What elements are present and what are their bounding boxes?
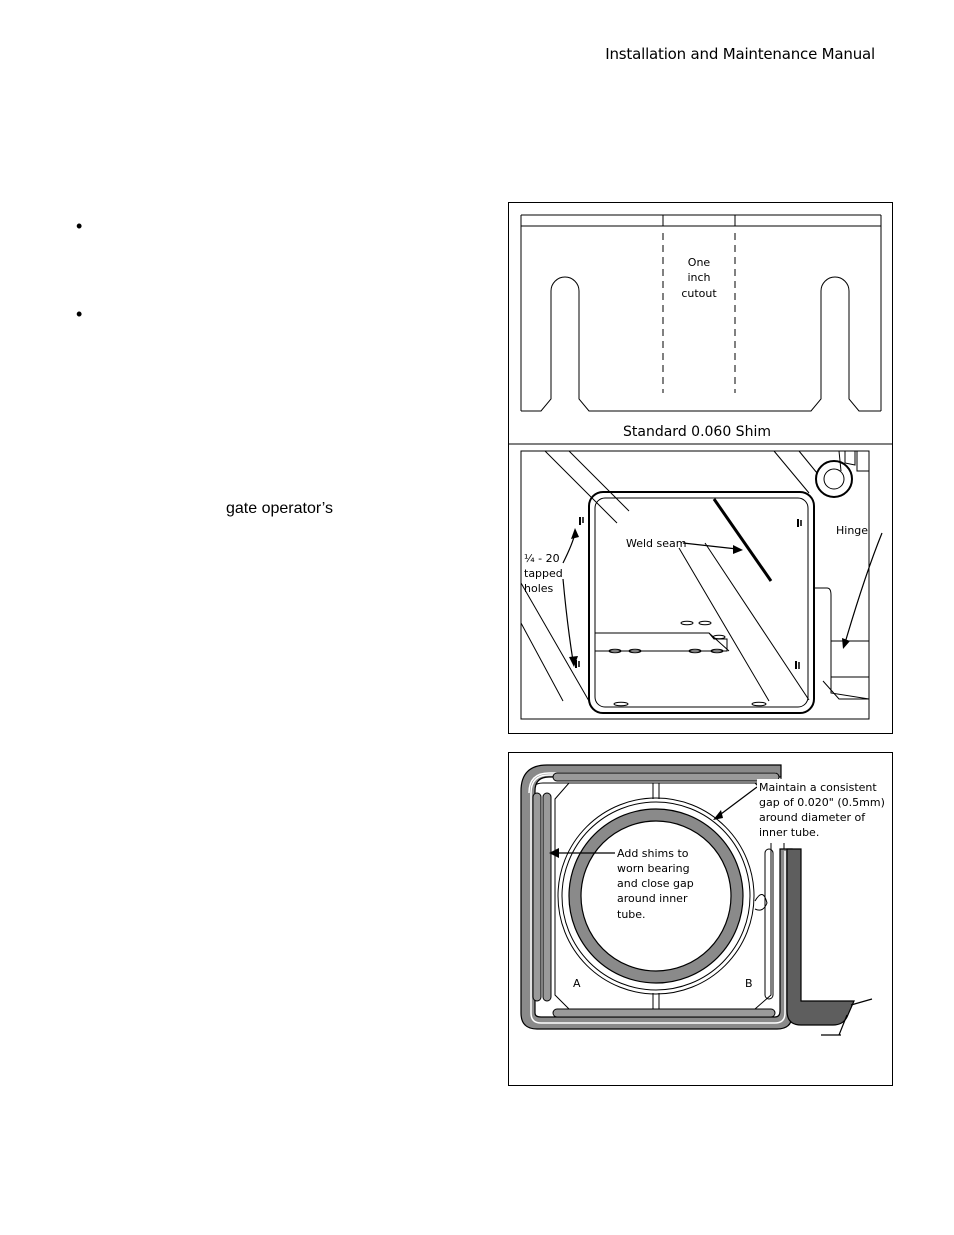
bearing-strip-bottom [553,1009,775,1017]
cutout-label-line1: One [687,256,711,269]
bearing-strip-right [765,849,773,999]
figure-bearing-drawing [509,753,892,1085]
shim-label-line4: around inner [617,892,688,905]
shim-label-line5: tube. [617,908,646,921]
bearing-strip-top [553,773,779,781]
corner-label-a: A [573,977,581,990]
cutout-label-line3: cutout [681,287,717,300]
figure-bearing-cross-section [508,752,893,1086]
weld-seam-label: Weld seam [626,537,687,550]
body-text-fragment: gate operator’s [226,500,334,517]
bullet-point: • [76,216,83,236]
frame-annotation-arrows [563,533,882,661]
page-header-title: Installation and Maintenance Manual [605,45,875,63]
gap-label-line4: inner tube. [759,826,820,839]
hinge-label: Hinge [836,524,869,537]
holes-label-line3: holes [524,582,554,595]
holes-label-line2: tapped [524,567,563,580]
gap-label-line3: around diameter of [759,811,866,824]
hinge-plate [787,849,854,1025]
gap-label-line2: gap of 0.020" (0.5mm) [759,796,885,809]
bearing-strip-left-inner [543,793,551,1001]
frame-drawing [521,451,869,719]
gap-label-line1: Maintain a consistent [759,781,877,794]
shim-label-line3: and close gap [617,877,694,890]
figure-shim-and-frame [508,202,893,734]
holes-label-line1: ¼ - 20 [524,552,560,565]
bearing-strip-left-outer [533,793,541,1001]
figure-shim-and-frame-drawing [509,203,892,733]
shim-caption: Standard 0.060 Shim [623,424,771,440]
shim-label-line1: Add shims to [617,847,689,860]
bullet-point: • [76,304,83,324]
corner-label-b: B [745,977,753,990]
shim-label-line2: worn bearing [617,862,690,875]
cutout-label-line2: inch [687,271,711,284]
shim-drawing [521,215,881,411]
